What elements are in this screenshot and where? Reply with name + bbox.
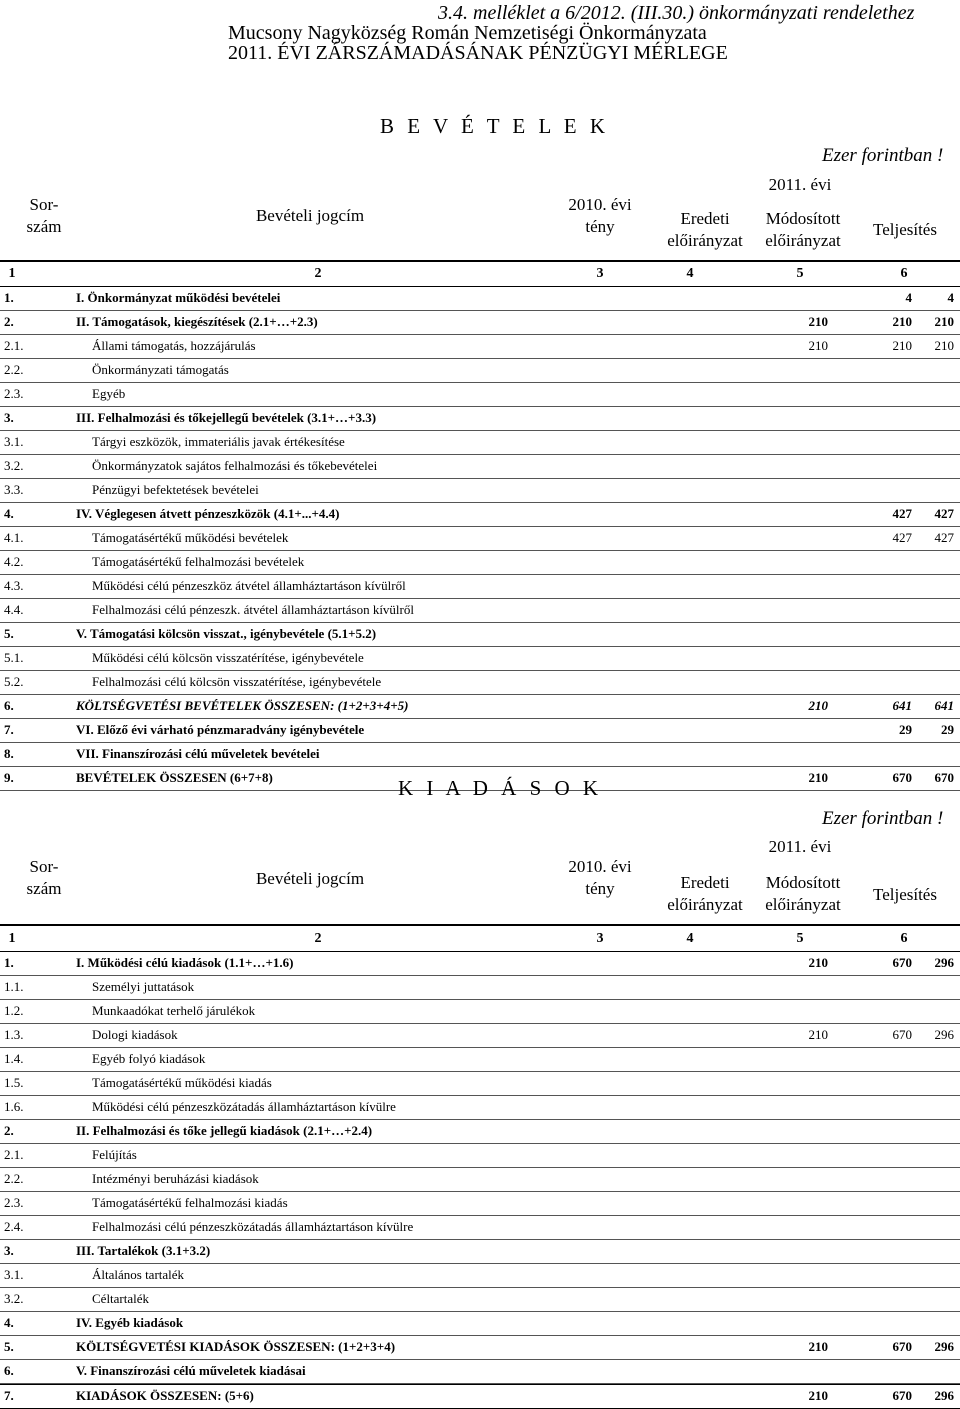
expense-header-year: 2011. évi — [768, 837, 832, 856]
document-title: 2011. ÉVI ZÁRSZÁMADÁSÁNAK PÉNZÜGYI MÉRLEGE — [228, 42, 728, 64]
row-number: 4.4. — [4, 602, 24, 617]
expense-table-row — [0, 1192, 960, 1216]
row-label: Támogatásértékű működési bevételek — [92, 530, 289, 545]
expense-table-row — [0, 1144, 960, 1168]
row-number: 2.1. — [4, 1147, 24, 1162]
expense-colnum-4: 4 — [686, 931, 694, 946]
revenue-table-row — [0, 455, 960, 479]
revenue-header-jogcim: Bevételi jogcím — [255, 206, 365, 225]
row-label: KÖLTSÉGVETÉSI KIADÁSOK ÖSSZESEN: (1+2+3+4) — [76, 1339, 396, 1354]
expense-table-row — [0, 1024, 960, 1048]
revenue-table-row — [0, 287, 960, 311]
revenue-section-title: B E V É T E L E K — [380, 114, 610, 138]
expense-table-row — [0, 1096, 960, 1120]
row-number: 1.3. — [4, 1027, 24, 1042]
row-value-c6: 29 — [941, 722, 954, 737]
row-label: III. Felhalmozási és tőkejellegű bevételek (3.1+…+3.3) — [76, 410, 377, 425]
expense-unit-note: Ezer forintban ! — [822, 808, 944, 829]
row-value-c5: 29 — [899, 722, 912, 737]
revenue-colnum-1: 1 — [8, 266, 16, 281]
revenue-table-row — [0, 311, 960, 335]
row-value-c5: 670 — [892, 770, 912, 785]
row-value-c5: 427 — [892, 506, 912, 521]
expense-header-rule — [0, 924, 960, 926]
municipality-name: Mucsony Nagyközség Román Nemzetiségi Önkormányzata — [228, 22, 707, 44]
revenue-table-row — [0, 407, 960, 431]
revenue-header-year: 2011. évi — [768, 175, 832, 194]
expense-colnum-3: 3 — [596, 931, 604, 946]
expense-table-row — [0, 952, 960, 976]
revenue-header-modositott: Módosított előirányzat — [765, 209, 841, 250]
row-number: 5.1. — [4, 650, 24, 665]
row-number: 7. — [4, 722, 14, 737]
expense-table-row — [0, 1312, 960, 1336]
revenue-table-row — [0, 551, 960, 575]
row-label: Felhalmozási célú kölcsön visszatérítése, igénybevétele — [92, 674, 382, 689]
row-label: II. Felhalmozási és tőke jellegű kiadások (2.1+…+2.4) — [76, 1123, 373, 1138]
revenue-table-row — [0, 431, 960, 455]
row-number: 3.1. — [4, 1267, 24, 1282]
row-label: I. Önkormányzat működési bevételei — [76, 290, 281, 305]
row-value-c6: 296 — [934, 1339, 954, 1354]
row-number: 3.1. — [4, 434, 24, 449]
row-number: 2.3. — [4, 1195, 24, 1210]
row-number: 5. — [4, 1339, 14, 1354]
revenue-table-row — [0, 359, 960, 383]
row-number: 2.3. — [4, 386, 24, 401]
row-label: Tárgyi eszközök, immateriális javak értékesítése — [92, 434, 345, 449]
row-label: Működési célú kölcsön visszatérítése, igénybevétele — [92, 650, 364, 665]
expense-colnum-2: 2 — [314, 931, 322, 946]
expense-header-eredeti: Eredeti előirányzat — [667, 873, 743, 914]
expense-table-row — [0, 1264, 960, 1288]
row-number: 3.3. — [4, 482, 24, 497]
row-value-c4: 210 — [808, 1339, 828, 1354]
expense-colnum-1: 1 — [8, 931, 16, 946]
expense-colnum-6: 6 — [900, 931, 908, 946]
revenue-table — [0, 287, 960, 791]
row-number: 2. — [4, 314, 14, 329]
expense-table-row — [0, 1216, 960, 1240]
revenue-table-row — [0, 383, 960, 407]
expense-header-jogcim: Bevételi jogcím — [255, 869, 365, 888]
revenue-table-row — [0, 623, 960, 647]
row-label: Munkaadókat terhelő járulékok — [92, 1003, 256, 1018]
revenue-table-row — [0, 647, 960, 671]
revenue-header-prev-year: 2010. évi tény — [568, 195, 632, 236]
annex-reference: 3.4. melléklet a 6/2012. (III.30.) önkormányzati rendelethez — [438, 2, 915, 24]
row-value-c5: 210 — [892, 314, 912, 329]
row-label: Egyéb — [92, 386, 126, 401]
expense-table-row — [0, 1336, 960, 1360]
row-label: Felhalmozási célú pénzeszközátadás államháztartáson kívülre — [92, 1219, 414, 1234]
row-value-c6: 296 — [934, 1388, 954, 1403]
revenue-header-rule — [0, 260, 960, 262]
row-value-c5: 641 — [892, 698, 912, 713]
row-number: 1.4. — [4, 1051, 24, 1066]
row-value-c6: 641 — [934, 698, 954, 713]
row-label: V. Támogatási kölcsön visszat., igénybevétele (5.1+5.2) — [76, 626, 377, 641]
revenue-colnum-6: 6 — [900, 266, 908, 281]
row-label: VI. Előző évi várható pénzmaradvány igénybevétele — [76, 722, 365, 737]
revenue-table-row — [0, 575, 960, 599]
row-label: Támogatásértékű felhalmozási kiadás — [92, 1195, 288, 1210]
expense-table-row — [0, 976, 960, 1000]
revenue-header-teljesites: Teljesítés — [873, 220, 937, 239]
row-label: Dologi kiadások — [92, 1027, 178, 1042]
row-value-c5: 670 — [892, 955, 912, 970]
expense-table-row — [0, 1120, 960, 1144]
row-label: Önkormányzati támogatás — [92, 362, 229, 377]
row-value-c6: 210 — [934, 314, 954, 329]
revenue-table-row — [0, 719, 960, 743]
revenue-colnum-5: 5 — [796, 266, 804, 281]
expense-header-sorszam: Sor- szám — [26, 857, 62, 898]
row-number: 4. — [4, 1315, 14, 1330]
row-value-c4: 210 — [808, 698, 828, 713]
revenue-colnum-4: 4 — [686, 266, 694, 281]
row-label: Intézményi beruházási kiadások — [92, 1171, 259, 1186]
row-number: 2.1. — [4, 338, 24, 353]
row-value-c6: 427 — [934, 530, 954, 545]
row-label: II. Támogatások, kiegészítések (2.1+…+2.3) — [76, 314, 318, 329]
revenue-table-row — [0, 503, 960, 527]
row-number: 2.2. — [4, 1171, 24, 1186]
revenue-table-row — [0, 671, 960, 695]
row-number: 6. — [4, 1363, 14, 1378]
row-label: IV. Véglegesen átvett pénzeszközök (4.1+...+4.4) — [76, 506, 340, 521]
row-number: 5.2. — [4, 674, 24, 689]
expense-table-row — [0, 1288, 960, 1312]
row-label: Pénzügyi befektetések bevételei — [92, 482, 259, 497]
revenue-table-row — [0, 527, 960, 551]
expense-header-prev-year: 2010. évi tény — [568, 857, 632, 898]
row-number: 9. — [4, 770, 14, 785]
row-number: 3. — [4, 410, 14, 425]
row-number: 4.2. — [4, 554, 24, 569]
row-label: Állami támogatás, hozzájárulás — [92, 338, 256, 353]
row-value-c5: 210 — [892, 338, 912, 353]
row-value-c5: 670 — [892, 1027, 912, 1042]
expense-table-row — [0, 1240, 960, 1264]
row-label: IV. Egyéb kiadások — [76, 1315, 184, 1330]
row-number: 3. — [4, 1243, 14, 1258]
expense-header-teljesites: Teljesítés — [873, 885, 937, 904]
revenue-colnum-2: 2 — [314, 266, 322, 281]
row-value-c4: 210 — [808, 1388, 828, 1403]
row-label: V. Finanszírozási célú műveletek kiadásai — [76, 1363, 306, 1378]
row-label: BEVÉTELEK ÖSSZESEN (6+7+8) — [76, 770, 273, 785]
expense-table-row — [0, 1360, 960, 1384]
row-label: Önkormányzatok sajátos felhalmozási és tőkebevételei — [92, 458, 378, 473]
row-number: 1.1. — [4, 979, 24, 994]
row-label: Működési célú pénzeszköz átvétel államháztartáson kívülről — [92, 578, 406, 593]
row-label: Egyéb folyó kiadások — [92, 1051, 206, 1066]
expense-section-title: K I A D Á S O K — [398, 776, 603, 800]
row-label: KIADÁSOK ÖSSZESEN: (5+6) — [76, 1388, 254, 1403]
row-label: Támogatásértékű működési kiadás — [92, 1075, 272, 1090]
row-label: Céltartalék — [92, 1291, 150, 1306]
revenue-table-row — [0, 599, 960, 623]
row-label: Támogatásértékű felhalmozási bevételek — [92, 554, 305, 569]
revenue-header-sorszam: Sor- szám — [26, 195, 62, 236]
revenue-table-row — [0, 743, 960, 767]
row-number: 1.2. — [4, 1003, 24, 1018]
row-value-c5: 670 — [892, 1388, 912, 1403]
revenue-header-eredeti: Eredeti előirányzat — [667, 209, 743, 250]
expense-table-row — [0, 1048, 960, 1072]
revenue-unit-note: Ezer forintban ! — [822, 145, 944, 166]
row-value-c6: 296 — [934, 1027, 954, 1042]
row-number: 8. — [4, 746, 14, 761]
row-number: 3.2. — [4, 458, 24, 473]
row-value-c4: 210 — [808, 770, 828, 785]
row-value-c4: 210 — [808, 955, 828, 970]
row-number: 2.2. — [4, 362, 24, 377]
row-value-c6: 427 — [934, 506, 954, 521]
expense-table-row — [0, 1168, 960, 1192]
row-label: Személyi juttatások — [92, 979, 195, 994]
row-number: 1. — [4, 290, 14, 305]
row-label: Felújítás — [92, 1147, 137, 1162]
expense-header-modositott: Módosított előirányzat — [765, 873, 841, 914]
expense-table-row — [0, 1384, 960, 1409]
row-label: I. Működési célú kiadások (1.1+…+1.6) — [76, 955, 294, 970]
row-label: III. Tartalékok (3.1+3.2) — [76, 1243, 211, 1258]
row-label: Általános tartalék — [92, 1267, 185, 1282]
row-number: 2. — [4, 1123, 14, 1138]
row-value-c6: 296 — [934, 955, 954, 970]
expense-table — [0, 952, 960, 1409]
revenue-colnum-3: 3 — [596, 266, 604, 281]
expense-colnum-5: 5 — [796, 931, 804, 946]
expense-table-row — [0, 1072, 960, 1096]
row-number: 4.3. — [4, 578, 24, 593]
row-number: 1.6. — [4, 1099, 24, 1114]
row-value-c4: 210 — [808, 314, 828, 329]
row-label: KÖLTSÉGVETÉSI BEVÉTELEK ÖSSZESEN: (1+2+3+4+5) — [76, 698, 409, 713]
row-label: Működési célú pénzeszközátadás államháztartáson kívülre — [92, 1099, 396, 1114]
row-number: 7. — [4, 1388, 14, 1403]
row-number: 1.5. — [4, 1075, 24, 1090]
row-number: 5. — [4, 626, 14, 641]
revenue-table-row — [0, 695, 960, 719]
row-value-c5: 4 — [905, 290, 912, 305]
row-value-c6: 4 — [947, 290, 954, 305]
row-number: 1. — [4, 955, 14, 970]
row-value-c6: 670 — [934, 770, 954, 785]
row-number: 3.2. — [4, 1291, 24, 1306]
row-number: 4.1. — [4, 530, 24, 545]
row-label: Felhalmozási célú pénzeszk. átvétel államháztartáson kívülről — [92, 602, 414, 617]
revenue-table-row — [0, 479, 960, 503]
row-value-c4: 210 — [808, 338, 828, 353]
row-label: VII. Finanszírozási célú műveletek bevételei — [76, 746, 320, 761]
row-number: 4. — [4, 506, 14, 521]
expense-table-row — [0, 1000, 960, 1024]
revenue-table-row — [0, 335, 960, 359]
row-value-c6: 210 — [934, 338, 954, 353]
row-number: 6. — [4, 698, 14, 713]
row-value-c4: 210 — [808, 1027, 828, 1042]
row-value-c5: 670 — [892, 1339, 912, 1354]
row-value-c5: 427 — [892, 530, 912, 545]
row-number: 2.4. — [4, 1219, 24, 1234]
